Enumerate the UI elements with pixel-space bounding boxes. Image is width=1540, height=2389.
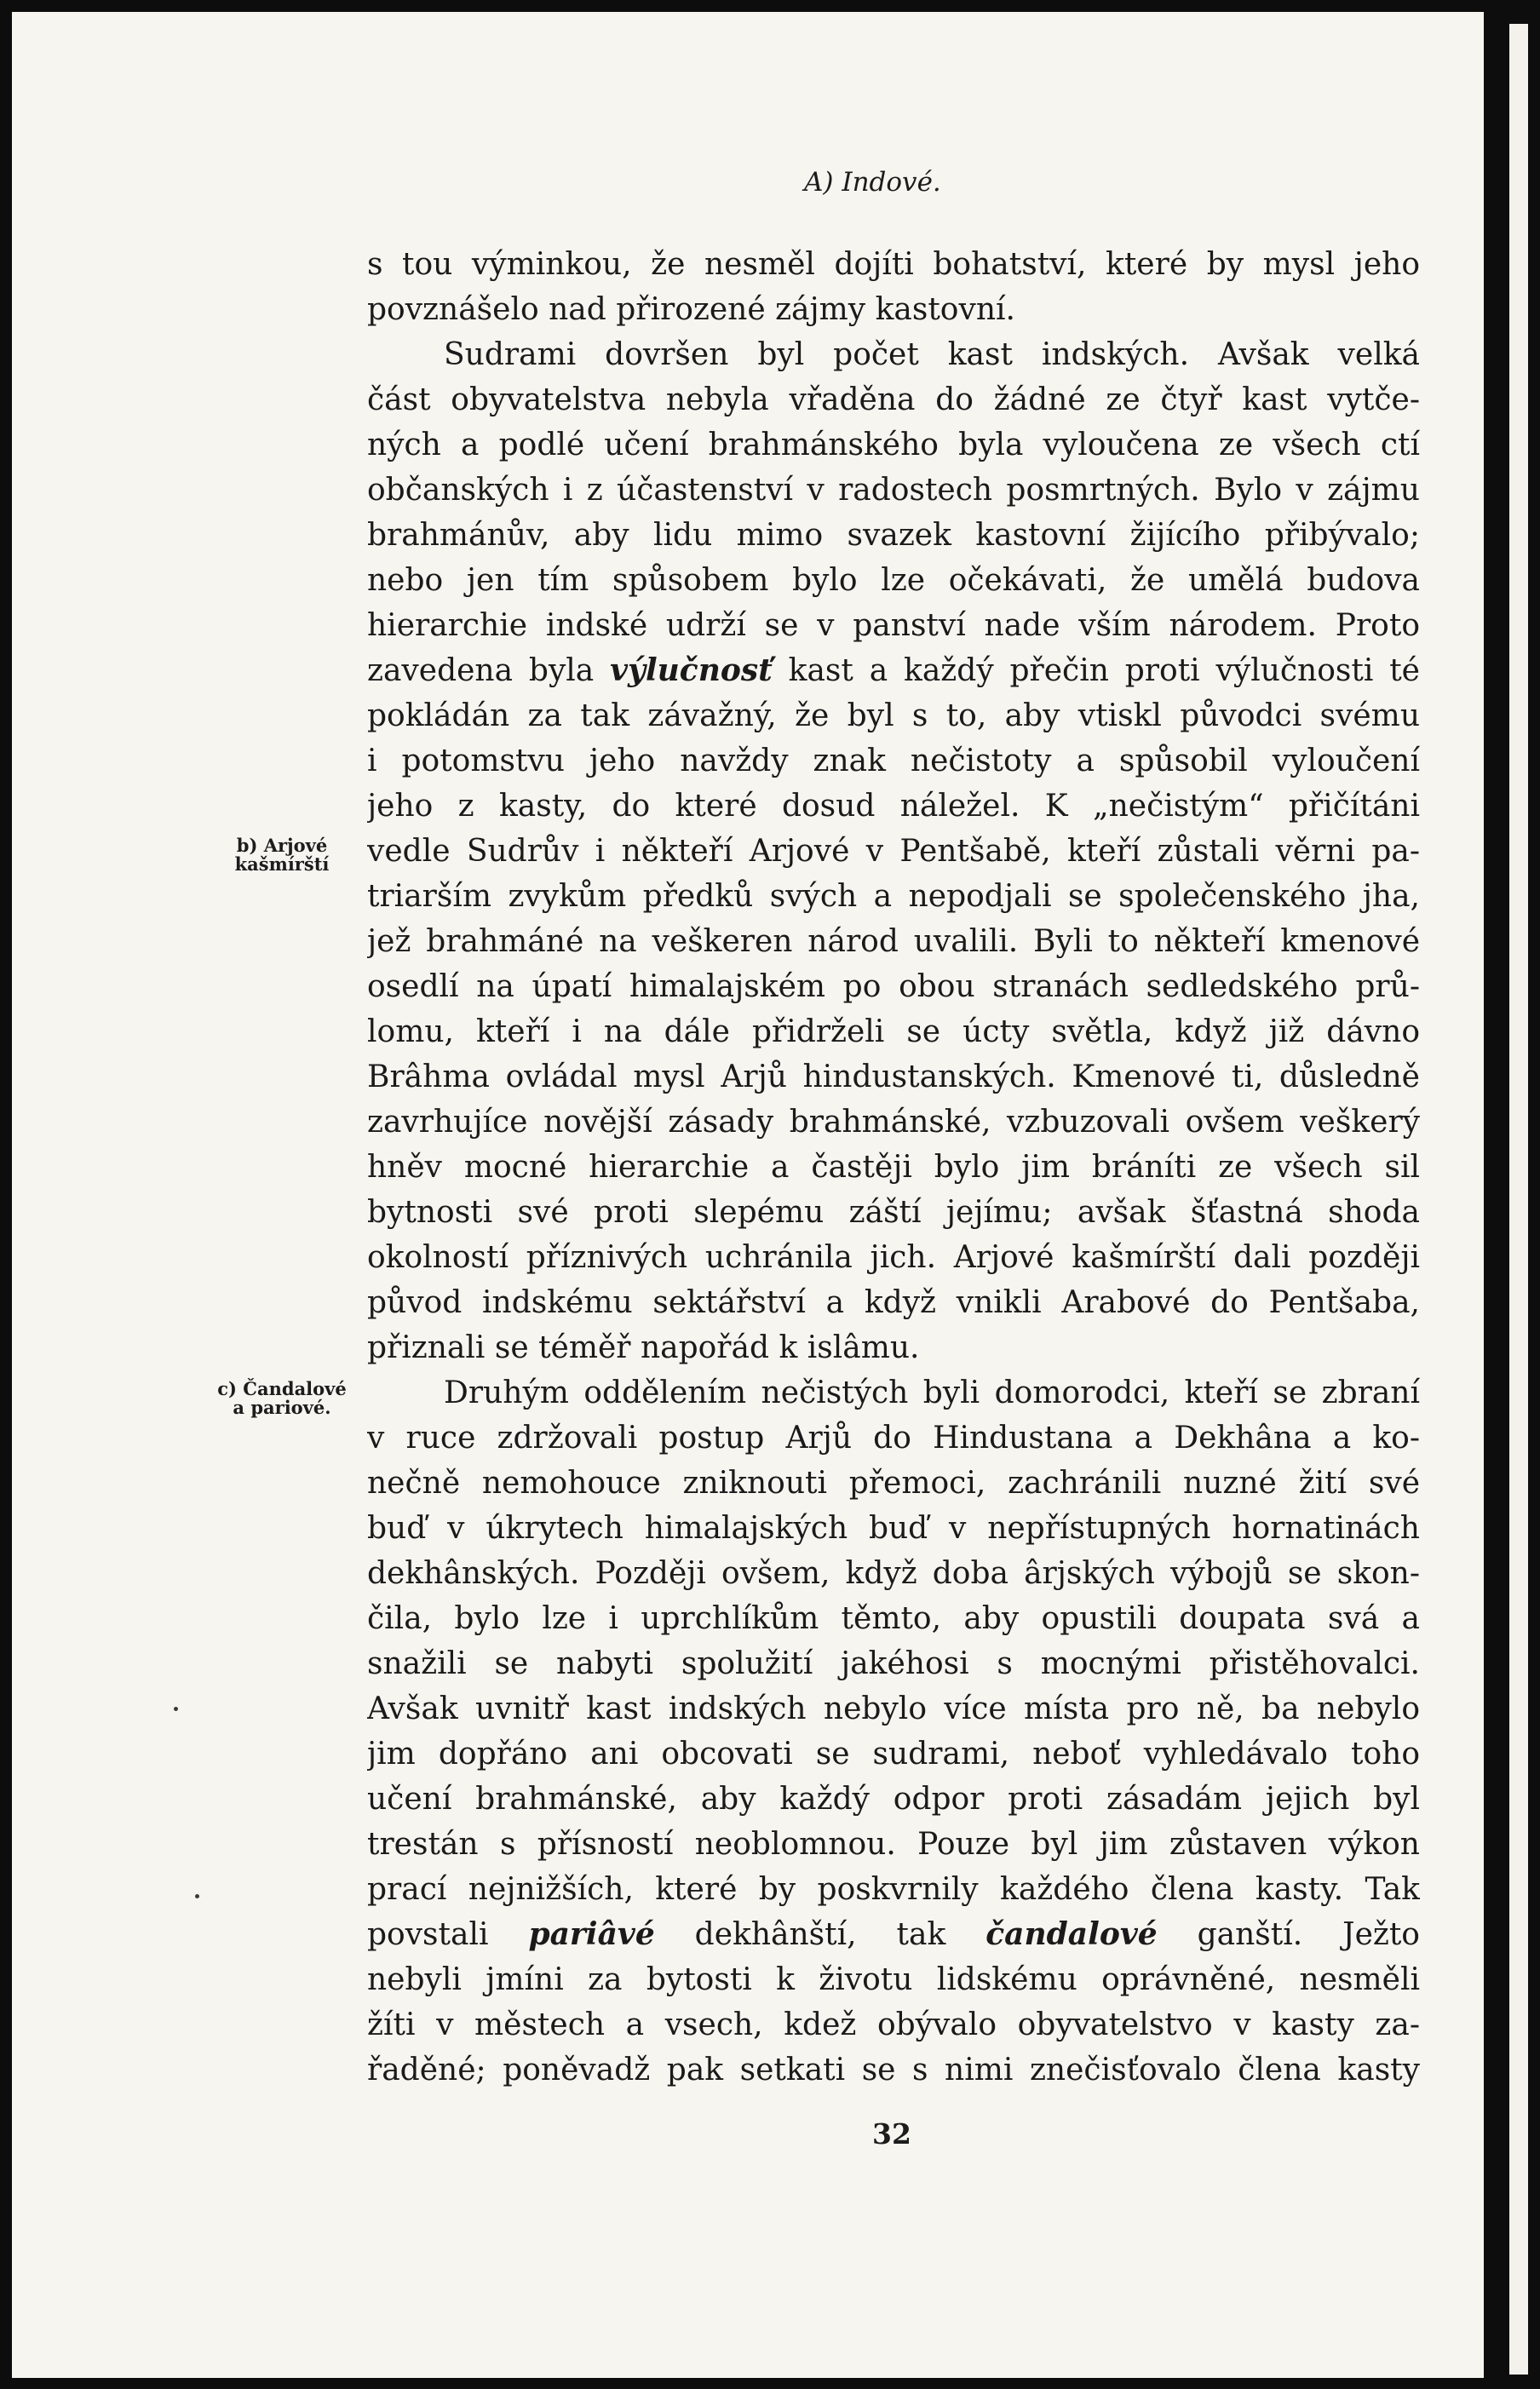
text-line: bytnosti své proti slepému záští jejímu; avšak šťastná shoda: [367, 1195, 1420, 1230]
text-line: s tou výminkou, že nesměl dojíti bohatství, které by mysl jeho: [367, 247, 1420, 282]
text-line: přiznali se téměř napořád k islâmu.: [367, 1330, 920, 1365]
text-line: [367, 1912, 1420, 1957]
text-line: nečně nemohouce zniknouti přemoci, zachránili nuzné žití své: [367, 1466, 1420, 1501]
text-line: prací nejnižších, které by poskvrnily každého člena kasty. Tak: [367, 1872, 1420, 1907]
text-line: Brâhma ovládal mysl Arjů hindustanských. Kmenové ti, důsledně: [367, 1060, 1420, 1094]
paragraph-first-line: Druhým oddělením nečistých byli domorodci, kteří se zbraní: [444, 1375, 1420, 1410]
text-line: [367, 648, 1420, 693]
marginal-note-line: a pariové.: [233, 1397, 331, 1418]
text-line: ných a podlé učení brahmánského byla vyloučena ze všech ctí: [367, 428, 1420, 462]
paragraph-first-line: Sudrami dovršen byl počet kast indských. Avšak velká: [444, 337, 1420, 372]
text-line: nebo jen tím spůsobem bylo lze očekávati, že umělá budova: [367, 563, 1420, 598]
text-line: jeho z kasty, do které dosud náležel. K „nečistým“ přičítáni: [367, 789, 1420, 824]
page-number: 32: [872, 2117, 911, 2151]
emphasis-term: čandalové: [985, 1916, 1158, 1952]
running-header: A) Indové.: [804, 167, 941, 198]
book-page: [12, 12, 1484, 2378]
line-part: zavedena byla: [367, 653, 611, 688]
text-line: jim dopřáno ani obcovati se sudrami, neboť vyhledávalo toho: [367, 1737, 1420, 1772]
text-line: lomu, kteří i na dále přidrželi se úcty světla, když již dávno: [367, 1014, 1420, 1049]
adjacent-page-edge: [1509, 24, 1528, 2375]
marginal-note-candalove: [201, 1380, 363, 1417]
text-line: občanských i z účastenství v radostech posmrtných. Bylo v zájmu: [367, 473, 1420, 508]
text-line: i potomstvu jeho navždy znak nečistoty a spůsobil vyloučení: [367, 744, 1420, 778]
paper-speck: [195, 1894, 199, 1898]
text-line: triarším zvykům předků svých a nepodjali se společenského jha,: [367, 879, 1420, 914]
line-part: kast a každý přečin proti výlučnosti té: [772, 653, 1420, 688]
text-line: okolností příznivých uchránila jich. Arjové kašmírští dali později: [367, 1240, 1420, 1275]
text-line: v ruce zdržovali postup Arjů do Hindustana a Dekhâna a ko-: [367, 1421, 1420, 1456]
line-part: ganští. Ježto: [1157, 1917, 1420, 1952]
emphasis-term: výlučnosť: [610, 652, 773, 688]
emphasis-term: pariâvé: [528, 1916, 655, 1952]
line-part: povstali: [367, 1917, 529, 1952]
text-line: řaděné; poněvadž pak setkati se s nimi znečisťovalo člena kasty: [367, 2053, 1420, 2088]
paper-speck: [174, 1707, 178, 1711]
marginal-note-line: c) Čandalové: [217, 1378, 347, 1399]
text-line: osedlí na úpatí himalajském po obou stranách sedledského prů-: [367, 969, 1420, 1004]
text-line: pokládán za tak závažný, že byl s to, aby vtiskl původci svému: [367, 698, 1420, 733]
marginal-note-arjove: [201, 836, 363, 874]
text-line: hierarchie indské udrží se v panství nade vším národem. Proto: [367, 608, 1420, 643]
body-text: [367, 242, 1420, 2093]
text-line: učení brahmánské, aby každý odpor proti zásadám jejich byl: [367, 1782, 1420, 1817]
text-line: hněv mocné hierarchie a častěji bylo jim bráníti ze všech sil: [367, 1150, 1420, 1185]
text-line: část obyvatelstva nebyla vřaděna do žádné ze čtyř kast vytče-: [367, 382, 1420, 417]
text-line: dekhânských. Později ovšem, když doba ârjských výbojů se skon-: [367, 1556, 1420, 1591]
text-line: žíti v městech a vsech, kdež obývalo obyvatelstvo v kasty za-: [367, 2007, 1420, 2042]
text-line: vedle Sudrův i někteří Arjové v Pentšabě, kteří zůstali věrni pa-: [367, 834, 1420, 869]
text-line: trestán s přísností neoblomnou. Pouze byl jim zůstaven výkon: [367, 1827, 1420, 1862]
text-line: snažili se nabyti spolužití jakéhosi s mocnými přistěhovalci.: [367, 1646, 1420, 1681]
text-line: čila, bylo lze i uprchlíkům těmto, aby opustili doupata svá a: [367, 1601, 1420, 1636]
text-line: brahmánův, aby lidu mimo svazek kastovní žijícího přibývalo;: [367, 518, 1420, 553]
text-line: buď v úkrytech himalajských buď v nepřístupných hornatinách: [367, 1511, 1420, 1546]
text-line: Avšak uvnitř kast indských nebylo více místa pro ně, ba nebylo: [367, 1691, 1420, 1726]
marginal-note-line: kašmírští: [234, 853, 330, 875]
text-line: zavrhujíce novější zásady brahmánské, vzbuzovali ovšem veškerý: [367, 1105, 1420, 1140]
text-line: povznášelo nad přirozené zájmy kastovní.: [367, 292, 1015, 327]
text-line: jež brahmáné na veškeren národ uvalili. Byli to někteří kmenové: [367, 924, 1420, 959]
text-line: původ indskému sektářství a když vnikli Arabové do Pentšaba,: [367, 1285, 1420, 1320]
marginal-note-line: b) Arjové: [236, 835, 328, 856]
text-line: nebyli jmíni za bytosti k životu lidskému oprávněné, nesměli: [367, 1962, 1420, 1997]
line-part: dekhânští, tak: [654, 1917, 986, 1952]
